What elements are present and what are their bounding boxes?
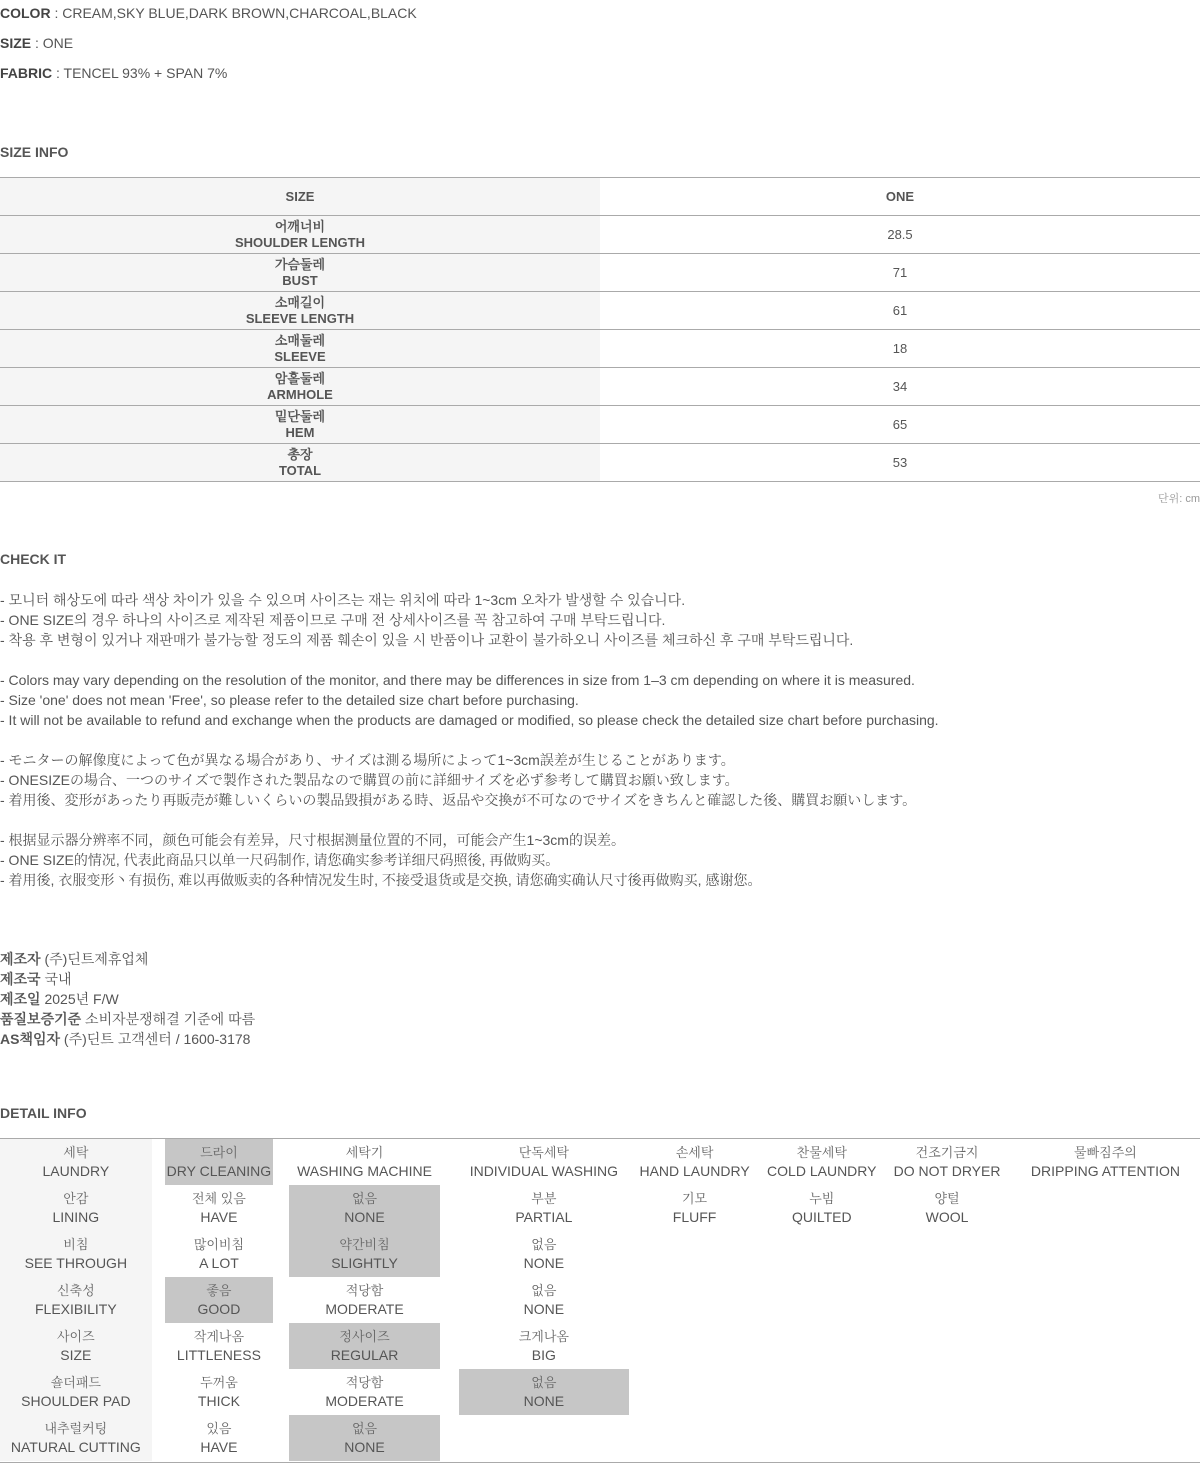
spec-fabric-label: FABRIC bbox=[0, 65, 53, 81]
detail-option-ko: 누빔 bbox=[809, 1191, 835, 1206]
spec-size-label: SIZE bbox=[0, 35, 32, 51]
detail-option bbox=[883, 1139, 1011, 1185]
detail-option-en: FLEXIBILITY bbox=[34, 1301, 117, 1317]
size-row-sleeve-length bbox=[0, 292, 1200, 330]
detail-option-en: INDIVIDUAL WASHING bbox=[469, 1163, 618, 1179]
check-it-title: CHECK IT bbox=[0, 551, 67, 567]
detail-option bbox=[289, 1323, 440, 1369]
detail-option-en: HAND LAUNDRY bbox=[639, 1163, 750, 1179]
size-label-en: SLEEVE bbox=[274, 348, 326, 364]
detail-row-label bbox=[0, 1323, 152, 1369]
detail-option-en: LITTLENESS bbox=[176, 1347, 261, 1363]
maker-label: 제조자 bbox=[0, 951, 41, 967]
maker-label: 제조국 bbox=[0, 971, 41, 987]
size-info-title: SIZE INFO bbox=[0, 144, 69, 160]
note-line: - ONE SIZE의 경우 하나의 사이즈로 제작된 제품이므로 구매 전 상세사이즈를 꼭 참고하여 구매 부탁드립니다. bbox=[0, 612, 666, 628]
size-row-value: 28.5 bbox=[887, 227, 913, 242]
detail-option-en: NONE bbox=[344, 1209, 385, 1225]
spec-fabric bbox=[0, 65, 227, 81]
notes-group-korean bbox=[0, 590, 1200, 650]
detail-option-ko: 좋음 bbox=[206, 1283, 232, 1298]
spec-size bbox=[0, 35, 73, 51]
size-row-armhole bbox=[0, 368, 1200, 406]
detail-row-label bbox=[0, 1185, 152, 1231]
note-line: - モニターの解像度によって色が異なる場合があり、サイズは測る場所によって1~3cm誤差が生じることがあります。 bbox=[0, 752, 735, 768]
detail-option bbox=[165, 1185, 273, 1231]
detail-option bbox=[165, 1139, 273, 1185]
size-label-en: HEM bbox=[285, 424, 315, 440]
detail-option bbox=[629, 1415, 761, 1461]
detail-row-natural-cutting bbox=[0, 1415, 1200, 1461]
detail-option-ko: 세탁 bbox=[63, 1145, 89, 1160]
detail-option-en: WOOL bbox=[925, 1209, 969, 1225]
note-line: - ONE SIZE的情况, 代表此商品只以单一尺码制作, 请您确实参考详细尺码照後, 再做购买。 bbox=[0, 852, 560, 868]
size-row-value: 53 bbox=[892, 455, 908, 470]
detail-option-en: SHOULDER PAD bbox=[21, 1393, 131, 1409]
detail-option bbox=[459, 1185, 629, 1231]
spec-size-value: : ONE bbox=[31, 35, 74, 51]
detail-option-ko: 적당함 bbox=[345, 1283, 384, 1298]
detail-option-ko: 손세탁 bbox=[675, 1145, 714, 1160]
size-label-ko: 가슴둘레 bbox=[274, 256, 326, 272]
detail-option-en: HAVE bbox=[200, 1439, 238, 1455]
detail-option-en: SIZE bbox=[60, 1347, 92, 1363]
detail-option bbox=[289, 1231, 440, 1277]
detail-row-flexibility bbox=[0, 1277, 1200, 1323]
maker-info bbox=[0, 949, 255, 1049]
size-row-label bbox=[0, 292, 600, 329]
size-unit-note: 단위: cm bbox=[1157, 493, 1200, 505]
detail-option bbox=[1011, 1323, 1200, 1369]
notes-group-chinese bbox=[0, 830, 1200, 890]
detail-row-see-through bbox=[0, 1231, 1200, 1277]
size-table bbox=[0, 177, 1200, 482]
detail-option-en: MODERATE bbox=[325, 1301, 404, 1317]
maker-value: 소비자분쟁해결 기준에 따름 bbox=[81, 1011, 256, 1027]
detail-option bbox=[1011, 1185, 1200, 1231]
detail-option-ko: 건조기금지 bbox=[915, 1145, 979, 1160]
size-row-label bbox=[0, 444, 600, 481]
detail-option bbox=[165, 1277, 273, 1323]
size-row-label bbox=[0, 254, 600, 291]
detail-option bbox=[1011, 1277, 1200, 1323]
detail-option-ko: 세탁기 bbox=[345, 1145, 384, 1160]
detail-option bbox=[289, 1139, 440, 1185]
detail-option bbox=[459, 1277, 629, 1323]
detail-option bbox=[760, 1185, 883, 1231]
size-label-ko: 어깨너비 bbox=[274, 218, 326, 234]
detail-option-ko: 안감 bbox=[63, 1191, 89, 1206]
detail-row-size bbox=[0, 1323, 1200, 1369]
size-header-label: SIZE bbox=[0, 178, 600, 215]
size-table-header bbox=[0, 178, 1200, 216]
note-line: - 着用後, 衣服变形丶有损伤, 难以再做贩卖的各种情况发生时, 不接受退货或是交换, 请您确实确认尺寸後再做购买, 感谢您。 bbox=[0, 872, 762, 888]
detail-option bbox=[1011, 1231, 1200, 1277]
detail-option bbox=[760, 1415, 883, 1461]
detail-option-ko: 전체 있음 bbox=[192, 1191, 246, 1206]
detail-option-ko: 없음 bbox=[351, 1191, 378, 1206]
detail-option-en: LAUNDRY bbox=[42, 1163, 110, 1179]
size-row-label bbox=[0, 406, 600, 443]
size-row-bust bbox=[0, 254, 1200, 292]
maker-value: 국내 bbox=[40, 971, 72, 987]
maker-label: AS책임자 bbox=[0, 1031, 61, 1047]
detail-option-ko: 기모 bbox=[682, 1191, 708, 1206]
size-row-value: 71 bbox=[892, 265, 908, 280]
detail-option bbox=[459, 1323, 629, 1369]
note-line: - 착용 후 변형이 있거나 재판매가 불가능할 정도의 제품 훼손이 있을 시 반품이나 교환이 불가하오니 사이즈를 체크하신 후 구매 부탁드립니다. bbox=[0, 632, 854, 648]
detail-option-en: FLUFF bbox=[672, 1209, 717, 1225]
detail-row-shoulder-pad bbox=[0, 1369, 1200, 1415]
maker-line-warranty bbox=[0, 1009, 255, 1029]
detail-row-label bbox=[0, 1139, 152, 1185]
detail-option-en: MODERATE bbox=[325, 1393, 404, 1409]
detail-option-en: REGULAR bbox=[330, 1347, 399, 1363]
detail-option-ko: 신축성 bbox=[57, 1283, 95, 1298]
spec-color-value: : CREAM,SKY BLUE,DARK BROWN,CHARCOAL,BLACK bbox=[50, 5, 417, 21]
maker-line-manufacturer bbox=[0, 949, 255, 969]
detail-row-label bbox=[0, 1231, 152, 1277]
size-label-ko: 밑단둘레 bbox=[274, 408, 326, 424]
detail-option bbox=[883, 1415, 1011, 1461]
detail-row-label bbox=[0, 1415, 152, 1461]
size-label-en: BUST bbox=[282, 272, 318, 288]
detail-option-en: NONE bbox=[344, 1439, 385, 1455]
detail-option-en: PARTIAL bbox=[515, 1209, 573, 1225]
detail-option-ko: 찬물세탁 bbox=[796, 1145, 847, 1160]
detail-option-ko: 작게나옴 bbox=[193, 1329, 245, 1344]
detail-option-ko: 적당함 bbox=[345, 1375, 384, 1390]
detail-option bbox=[883, 1185, 1011, 1231]
detail-option-ko: 없음 bbox=[531, 1375, 557, 1390]
detail-option-en: WASHING MACHINE bbox=[297, 1163, 432, 1179]
detail-option bbox=[459, 1369, 629, 1415]
note-line: - ONESIZEの場合、一つのサイズで製作された製品なので購買の前に詳細サイズを必ず参考して購買お願い致します。 bbox=[0, 772, 739, 788]
detail-option-en: BIG bbox=[531, 1347, 556, 1363]
size-row-label bbox=[0, 216, 600, 253]
detail-option-en: DRY CLEANING bbox=[166, 1163, 272, 1179]
detail-option-ko: 물빠짐주의 bbox=[1074, 1145, 1137, 1160]
size-row-value: 34 bbox=[892, 379, 908, 394]
spec-fabric-value: : TENCEL 93% + SPAN 7% bbox=[52, 65, 228, 81]
maker-value: 2025년 F/W bbox=[40, 991, 119, 1007]
size-label-en: ARMHOLE bbox=[267, 386, 333, 402]
maker-line-as bbox=[0, 1029, 255, 1049]
detail-row-laundry bbox=[0, 1139, 1200, 1185]
spec-color-label: COLOR bbox=[0, 5, 51, 21]
size-row-value: 61 bbox=[892, 303, 908, 318]
detail-option-en: COLD LAUNDRY bbox=[767, 1163, 877, 1179]
check-it-notes bbox=[0, 590, 1200, 910]
detail-option-en: NATURAL CUTTING bbox=[10, 1439, 141, 1455]
size-label-en: SLEEVE LENGTH bbox=[245, 310, 355, 326]
detail-option bbox=[760, 1139, 883, 1185]
detail-option bbox=[289, 1415, 440, 1461]
detail-option bbox=[629, 1277, 761, 1323]
detail-option-en: QUILTED bbox=[791, 1209, 852, 1225]
detail-row-label bbox=[0, 1277, 152, 1323]
note-line: - It will not be available to refund and exchange when the products are damaged or modified, so please check the detailed size chart before purchasing. bbox=[0, 712, 939, 728]
detail-option-en: A LOT bbox=[199, 1255, 239, 1271]
detail-option bbox=[883, 1323, 1011, 1369]
detail-option-ko: 숄더패드 bbox=[50, 1375, 101, 1390]
detail-option-en: GOOD bbox=[197, 1301, 241, 1317]
note-line: - 모니터 해상도에 따라 색상 차이가 있을 수 있으며 사이즈는 재는 위치에 따라 1~3cm 오차가 발생할 수 있습니다. bbox=[0, 592, 686, 608]
detail-option-en: NONE bbox=[523, 1255, 565, 1271]
detail-option-ko: 내추럴커팅 bbox=[44, 1421, 108, 1436]
detail-option-ko: 크게나옴 bbox=[518, 1329, 569, 1344]
detail-option-en: DRIPPING ATTENTION bbox=[1030, 1163, 1180, 1179]
detail-option-ko: 있음 bbox=[206, 1421, 232, 1436]
detail-option bbox=[760, 1369, 883, 1415]
detail-option-en: NONE bbox=[523, 1393, 565, 1409]
size-row-label bbox=[0, 368, 600, 405]
notes-group-english bbox=[0, 670, 1200, 730]
detail-option-en: NONE bbox=[523, 1301, 565, 1317]
detail-option bbox=[165, 1323, 273, 1369]
detail-option bbox=[883, 1369, 1011, 1415]
detail-option-ko: 드라이 bbox=[200, 1145, 238, 1160]
detail-option bbox=[760, 1277, 883, 1323]
maker-line-date bbox=[0, 989, 255, 1009]
note-line: - Size 'one' does not mean 'Free', so please refer to the detailed size chart before purchasing. bbox=[0, 692, 579, 708]
size-label-en: SHOULDER LENGTH bbox=[235, 234, 365, 250]
detail-option-ko: 비침 bbox=[63, 1237, 89, 1252]
note-line: - 根据显示器分辨率不同，颜色可能会有差异，尺寸根据测量位置的不同，可能会产生1~3cm的误差。 bbox=[0, 832, 625, 848]
size-row-value: 18 bbox=[892, 341, 908, 356]
detail-option bbox=[1011, 1415, 1200, 1461]
detail-option bbox=[760, 1231, 883, 1277]
detail-option bbox=[289, 1369, 440, 1415]
maker-value: (주)딘트제휴업체 bbox=[40, 951, 149, 967]
detail-option bbox=[165, 1415, 273, 1461]
detail-option bbox=[1011, 1139, 1200, 1185]
detail-option bbox=[629, 1139, 761, 1185]
detail-option-en: DO NOT DRYER bbox=[893, 1163, 1001, 1179]
detail-option-ko: 단독세탁 bbox=[518, 1145, 569, 1160]
maker-label: 품질보증기준 bbox=[0, 1011, 82, 1027]
size-label-ko: 소매길이 bbox=[274, 294, 326, 310]
size-label-ko: 총장 bbox=[287, 446, 313, 462]
detail-option-ko: 양털 bbox=[934, 1191, 960, 1206]
detail-row-label bbox=[0, 1369, 152, 1415]
detail-option-en: LINING bbox=[52, 1209, 100, 1225]
size-row-label bbox=[0, 330, 600, 367]
detail-option-ko: 사이즈 bbox=[57, 1329, 95, 1344]
size-label-en: TOTAL bbox=[278, 462, 322, 478]
detail-option bbox=[459, 1139, 629, 1185]
detail-option-ko: 정사이즈 bbox=[339, 1329, 390, 1344]
size-row-sleeve bbox=[0, 330, 1200, 368]
detail-option bbox=[165, 1231, 273, 1277]
detail-option-en: SEE THROUGH bbox=[24, 1255, 128, 1271]
detail-option bbox=[459, 1415, 629, 1461]
detail-option bbox=[165, 1369, 273, 1415]
detail-option-ko: 없음 bbox=[351, 1421, 378, 1436]
notes-group-japanese bbox=[0, 750, 1200, 810]
maker-line-country bbox=[0, 969, 255, 989]
size-row-total bbox=[0, 444, 1200, 482]
size-row-shoulder bbox=[0, 216, 1200, 254]
detail-option bbox=[629, 1185, 761, 1231]
detail-option bbox=[629, 1369, 761, 1415]
detail-option-ko: 없음 bbox=[531, 1283, 557, 1298]
detail-info-title: DETAIL INFO bbox=[0, 1105, 87, 1121]
detail-option bbox=[629, 1231, 761, 1277]
detail-option-ko: 많이비침 bbox=[193, 1237, 245, 1252]
detail-option-ko: 부분 bbox=[531, 1191, 557, 1206]
detail-option bbox=[760, 1323, 883, 1369]
detail-option-en: SLIGHTLY bbox=[331, 1255, 398, 1271]
detail-option-ko: 약간비침 bbox=[339, 1237, 390, 1252]
detail-option bbox=[883, 1231, 1011, 1277]
detail-option bbox=[289, 1277, 440, 1323]
size-row-hem bbox=[0, 406, 1200, 444]
size-row-value: 65 bbox=[892, 417, 908, 432]
maker-label: 제조일 bbox=[0, 991, 41, 1007]
detail-table bbox=[0, 1138, 1200, 1463]
detail-row-lining bbox=[0, 1185, 1200, 1231]
detail-option-en: HAVE bbox=[200, 1209, 238, 1225]
detail-option-ko: 없음 bbox=[531, 1237, 557, 1252]
detail-option bbox=[459, 1231, 629, 1277]
detail-option bbox=[289, 1185, 440, 1231]
detail-option bbox=[629, 1323, 761, 1369]
detail-option-ko: 두꺼움 bbox=[200, 1375, 238, 1390]
size-label-ko: 암홀둘레 bbox=[274, 370, 326, 386]
detail-option-en: THICK bbox=[197, 1393, 240, 1409]
size-label-ko: 소매둘레 bbox=[274, 332, 326, 348]
detail-option bbox=[883, 1277, 1011, 1323]
note-line: - Colors may vary depending on the resolution of the monitor, and there may be differences in size from 1–3 cm depending on where it is measured. bbox=[0, 672, 915, 688]
spec-color bbox=[0, 5, 417, 21]
maker-value: (주)딘트 고객센터 / 1600-3178 bbox=[60, 1031, 251, 1047]
detail-option bbox=[1011, 1369, 1200, 1415]
note-line: - 着用後、変形があったり再販売が難しいくらいの製品毀損がある時、返品や交換が不可なのでサイズをきちんと確認した後、購買お願いします。 bbox=[0, 792, 917, 808]
size-header-value: ONE bbox=[885, 189, 915, 204]
